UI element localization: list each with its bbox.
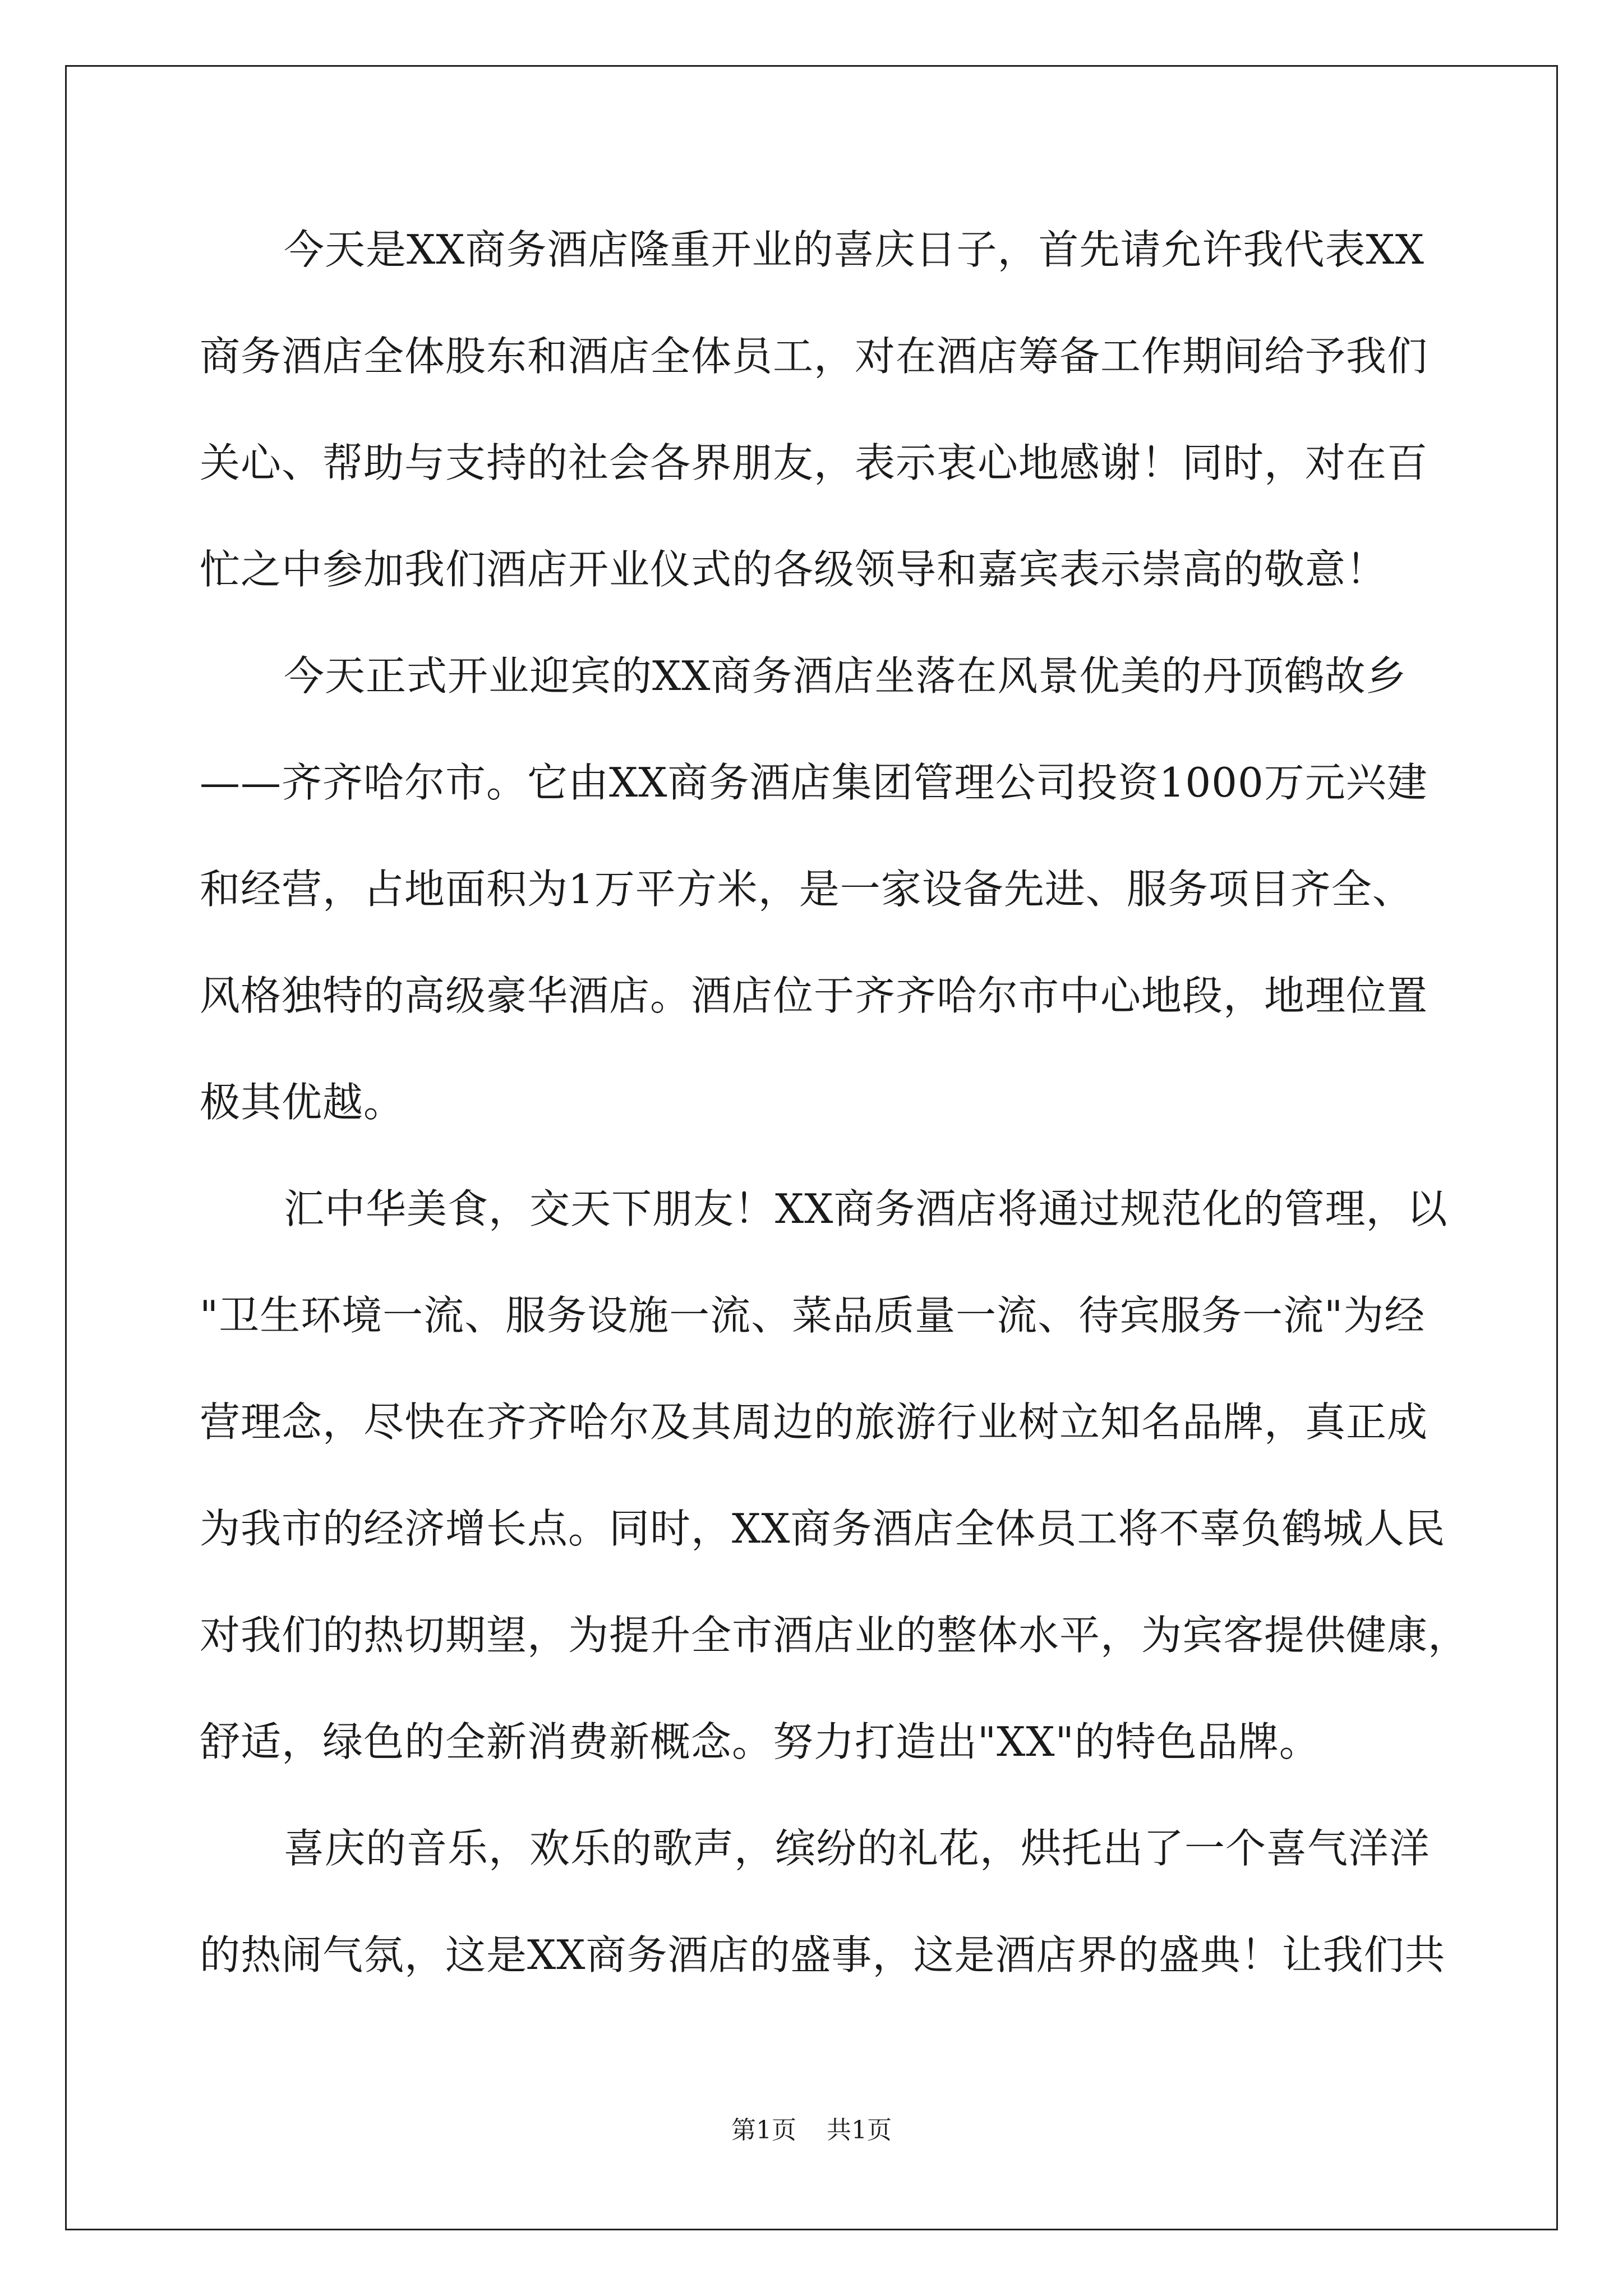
page-footer [0,2114,1623,2147]
paragraph-line: 舒适，绿色的全新消费新概念。努力打造出"XX"的特色品牌。 [200,1718,1320,1765]
paragraph-line: 商务酒店全体股东和酒店全体员工，对在酒店筹备工作期间给予我们 [200,333,1428,380]
paragraph-line: 汇中华美食，交天下朋友！XX商务酒店将通过规范化的管理，以 [284,1185,1448,1232]
paragraph-line: 营理念，尽快在齐齐哈尔及其周边的旅游行业树立知名品牌，真正成 [200,1398,1428,1446]
paragraph-line: 风格独特的高级豪华酒店。酒店位于齐齐哈尔市中心地段，地理位置 [200,972,1428,1019]
paragraph-line: 喜庆的音乐，欢乐的歌声，缤纷的礼花，烘托出了一个喜气洋洋 [284,1825,1431,1872]
paragraph-line: 极其优越。 [200,1079,405,1126]
paragraph-line: ——齐齐哈尔市。它由XX商务酒店集团管理公司投资1000万元兴建 [200,759,1428,806]
paragraph-line: 对我们的热切期望，为提升全市酒店业的整体水平，为宾客提供健康， [200,1612,1469,1659]
paragraph-line: 今天是XX商务酒店隆重开业的喜庆日子，首先请允许我代表XX [284,226,1425,273]
paragraph-line: 为我市的经济增长点。同时，XX商务酒店全体员工将不辜负鹤城人民 [200,1505,1446,1552]
paragraph-line: 忙之中参加我们酒店开业仪式的各级领导和嘉宾表示崇高的敬意！ [200,546,1387,593]
paragraph-line: 和经营，占地面积为1万平方米，是一家设备先进、服务项目齐全、 [200,866,1413,913]
paragraph-line: 今天正式开业迎宾的XX商务酒店坐落在风景优美的丹顶鹤故乡 [284,652,1407,700]
paragraph-line: 的热闹气氛，这是XX商务酒店的盛事，这是酒店界的盛典！让我们共 [200,1931,1446,1978]
page-number-total: 共1页 [827,2116,892,2145]
page-number-current: 第1页 [731,2116,796,2145]
paragraph-line: 关心、帮助与支持的社会各界朋友，表示衷心地感谢！同时，对在百 [200,439,1428,486]
paragraph-line: "卫生环境一流、服务设施一流、菜品质量一流、待宾服务一流"为经 [200,1292,1426,1339]
document-body [200,208,1469,2019]
